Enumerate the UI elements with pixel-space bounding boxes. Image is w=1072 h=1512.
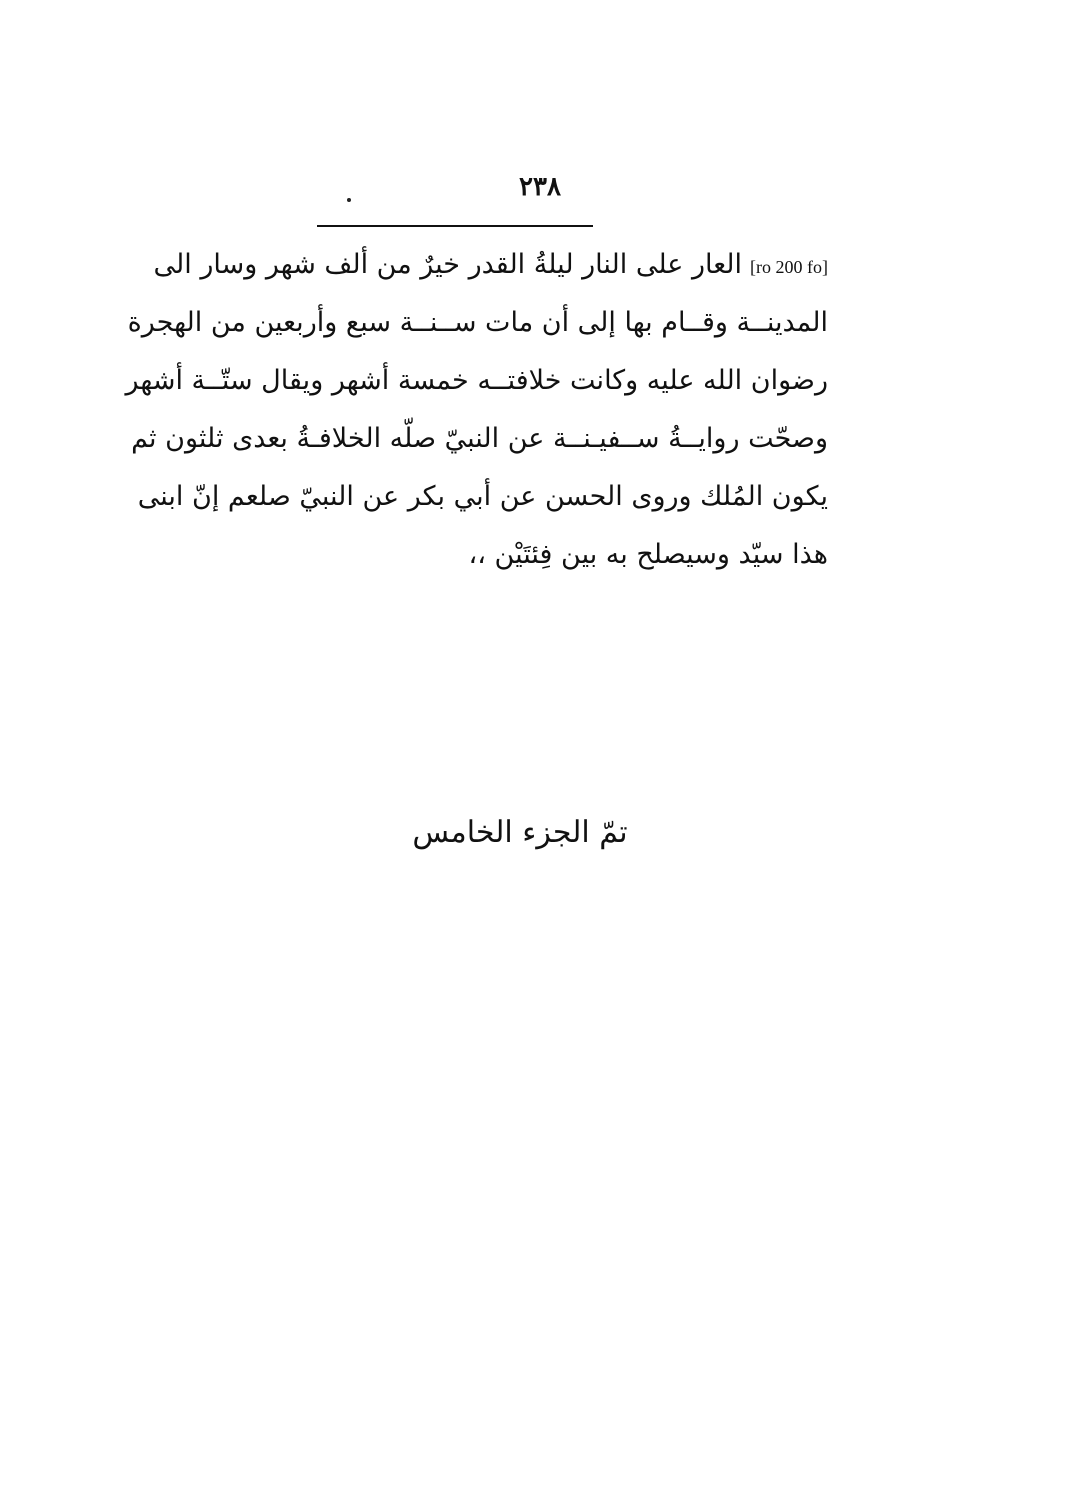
- colophon: تمّ الجزء الخامس: [412, 815, 628, 850]
- stray-dot: [347, 198, 351, 202]
- text-line-6: هذا سيّد وسيصلح به بين فِئتَيْن ،،: [468, 539, 828, 570]
- text-line-3: رضوان الله عليه وكانت خلافتــه خمسة أشهر ويقال ستّــة أشهر: [125, 365, 828, 396]
- body-text: [125, 236, 828, 584]
- text-line-1-content: العار على النار ليلةُ القدر خيرٌ من ألف شهر وسار الى: [153, 249, 743, 280]
- text-line-4: وصحّت روايــةُ ســفيـنــة عن النبيّ صلّه الخلافـةُ بعدى ثلثون ثم: [131, 423, 828, 454]
- page-number: ٢٣٨: [519, 172, 561, 202]
- folio-marker: [ro 200 fo]: [750, 257, 828, 277]
- text-line-2: المدينــة وقــام بها إلى أن مات ســنــة سبع وأربعين من الهجرة: [127, 307, 828, 338]
- text-line-5: يكون المُلك وروى الحسن عن أبي بكر عن النبيّ صلعم إنّ ابنى: [137, 481, 828, 512]
- header-rule: [317, 225, 593, 227]
- text-line-1: [153, 236, 828, 294]
